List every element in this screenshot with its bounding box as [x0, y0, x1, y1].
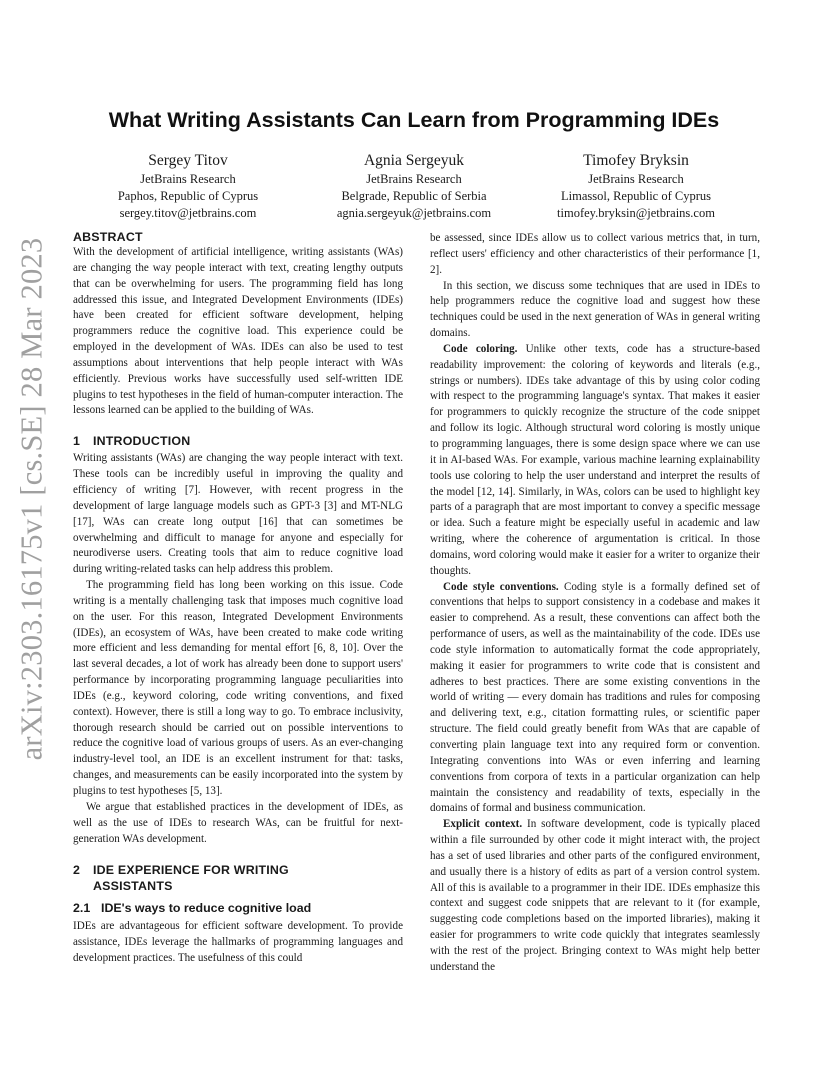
author-affiliation: JetBrains Research [140, 172, 236, 186]
paragraph: In this section, we discuss some techniques that are used in IDEs to help programmers reduce the cognitive load and suggest how these techniques could be used in the next generation of WAs in general writing domains. [430, 279, 760, 340]
author-name: Sergey Titov [148, 152, 228, 169]
author-location: Limassol, Republic of Cyprus [561, 189, 711, 203]
subsection-number: 2.1 [73, 901, 91, 916]
paragraph: Writing assistants (WAs) are changing the way people interact with text. These tools can be incredibly useful in improving the quality and efficiency of writing [7]. However, with recent progress in the development of large language models such as GPT-3 [3] and MT-NLG [17], WAs can create long output [16] that can sometimes be overwhelming and difficult to manage for anyone and especially for neurodiverse users. Creating tools that aim to reduce cognitive load during writing-related tasks can help address this problem. [73, 452, 403, 576]
author-block-1 [73, 150, 303, 222]
paragraph-explicit-context [430, 817, 760, 975]
arxiv-stamp [14, 237, 50, 761]
paragraph: The programming field has long been working on this issue. Code writing is a mentally challenging task that imposes much cognitive load on the user. For this reason, Integrated Development Environments (IDEs), an ecosystem of WAs, have been created to make code writing more efficient and less demanding for mental effort [6, 8, 10]. Over the last several decades, a lot of work has already been done to support users' performance by incorporating programming language peculiarities into IDEs (e.g., keyword coloring, code writing conventions, and fixed context). However, there is still a long way to go. To embrace inclusivity, thorough research should be carried out on possible interventions to reduce the cognitive load of various groups of users. As an ever-changing industry-level tool, an IDE is an excellent instrument for that: tasks, changes, and measurements can be easily incorporated into the system by plugins to test hypotheses [5, 13]. [73, 579, 403, 797]
paragraph: We argue that established practices in the development of IDEs, as well as the use of IDEs to research WAs, can be fruitful for next-generation WAs development. [73, 800, 403, 845]
author-email: timofey.bryksin@jetbrains.com [557, 206, 715, 220]
paragraph-code-style [430, 580, 760, 818]
paragraph: IDEs are advantageous for efficient software development. To provide assistance, IDEs leverage the hallmarks of programming languages and development practices. The usefulness of this could [73, 920, 403, 965]
section-number: 1 [73, 434, 81, 449]
arxiv-stamp-text: arXiv:2303.16175v1 [cs.SE] 28 Mar 2023 [14, 237, 49, 761]
section-number: 2 [73, 863, 81, 878]
abstract-text: With the development of artificial intelligence, writing assistants (WAs) are changing the way people interact with text, creating lengthy outputs that can be overwhelming for users. The programming field has long addressed this issue, and Integrated Development Environments (IDEs) have been created for efficient software development, helping programmers reduce the cognitive load. This experience could be employed in the development of WAs. IDEs can also be used to test assumptions about interventions that help people interact with WAs efficiently. Previous works have successfully used self-written IDE plugins to test hypotheses in the field of human-computer interaction. The lessons learned can be applied to the building of WAs. [73, 246, 403, 417]
author-affiliation: JetBrains Research [588, 172, 684, 186]
paragraph-code-coloring [430, 342, 760, 580]
paragraph: be assessed, since IDEs allow us to collect various metrics that, in turn, reflect users' efficiency and other characteristics of their performance [1, 2]. [430, 232, 760, 276]
section-title: IDE EXPERIENCE FOR WRITING [93, 863, 289, 878]
author-location: Paphos, Republic of Cyprus [117, 189, 259, 203]
paper-title: What Writing Assistants Can Learn from Programming IDEs [108, 108, 720, 132]
paragraph-lead: Code style conventions. [443, 580, 559, 593]
paragraph-body: In software development, code is typically placed within a file surrounded by other code it might interact with, the project has a set of used libraries and other parts of the configured environment, and usually there is a history of edits as part of a version control system. All of this is available to a programmer in their IDE. IDEs emphasize this context and suggest code snippets that are relevant to it (for example, suggesting code completions based on the imported libraries), making it easier for programmers to write code quickly that integrates seamlessly with the rest of the project. Bringing context to WAs might help better understand the [430, 818, 761, 973]
author-affiliation: JetBrains Research [366, 172, 462, 186]
abstract-heading: ABSTRACT [73, 230, 143, 244]
right-column [430, 231, 760, 976]
section-title: INTRODUCTION [93, 434, 191, 449]
paragraph-lead: Explicit context. [443, 818, 523, 831]
paragraph-body: Coding style is a formally defined set of conventions that helps to support consistency in a codebase and makes it easier to comprehend. As a result, these conventions can affect both the performance of users, as well as the maintainability of the code. IDEs use code style information to automatically format the code appropriately, making it easier for programmers to write code that is consistent and adheres to best practices. There are some existing conventions in the world of writing — every domain has traditions and rules for composing and delivering text, e.g., citation formatting rules, or scientific paper structure. The field could greatly benefit from WAs that are capable of converting plain language text into any required form or convention. Integrating conventions into WAs or even inferring and learning conventions from corpora of texts in a particular organization can help maintain the consistency and readability of texts, especially in the domains of formal and business communication. [430, 580, 760, 815]
author-location: Belgrade, Republic of Serbia [341, 189, 487, 203]
section-heading [73, 862, 403, 878]
author-email: agnia.sergeyuk@jetbrains.com [336, 206, 492, 220]
author-block-2 [299, 150, 529, 222]
section-heading [73, 433, 403, 449]
paragraph-lead: Code coloring. [443, 342, 518, 355]
subsection-heading [73, 900, 403, 916]
author-name: Timofey Bryksin [583, 152, 689, 169]
subsection-title: IDE's ways to reduce cognitive load [101, 901, 312, 916]
paragraph-body: Unlike other texts, code has a structure-based readability improvement: the coloring of keywords and literals (e.g., strings or numbers). IDEs take advantage of this by using color coding with respect to the programming language's syntax. That makes it easier for programmers to quickly recognize the structure of the code snippet and follow its logic. Although structural word coloring is mostly unique to programming languages, there is some design space where we can use it in AI-based WAs. For example, various machine learning explainability tools use coloring to help the user understand and interpret the results of the model [12, 14]. Similarly, in WAs, colors can be used to highlight key parts of a paragraph that are most important to convey a specific message or idea. Such a feature might be especially useful in academic and law writing, where the coherence of argumentation is critical. In those domains, word coloring would make it easier for a writer to organize their thoughts. [430, 342, 760, 577]
section-title-continued: ASSISTANTS [93, 879, 173, 894]
author-email: sergey.titov@jetbrains.com [119, 206, 257, 220]
left-column [73, 229, 403, 967]
author-block-3 [521, 150, 751, 222]
author-name: Agnia Sergeyuk [363, 152, 465, 169]
